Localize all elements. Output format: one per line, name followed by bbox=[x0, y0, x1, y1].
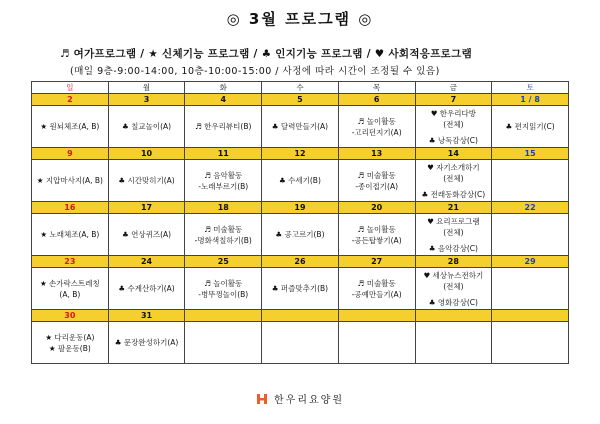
activity-line: (전체) bbox=[443, 227, 464, 237]
date-cell: 16 bbox=[32, 202, 109, 214]
activity-cell bbox=[338, 214, 415, 256]
activity-line: -고리던지기(A) bbox=[351, 127, 402, 137]
date-cell: 11 bbox=[185, 148, 262, 160]
footer bbox=[0, 391, 600, 406]
activity-line: ♣ 음악감상(C) bbox=[428, 243, 478, 253]
activity-cell bbox=[185, 322, 262, 364]
activity-line: ♣ 시간맞히기(A) bbox=[118, 176, 175, 185]
activity-line: -종이접기(A) bbox=[355, 181, 398, 191]
activity-line: ♬ 놀이활동 bbox=[204, 278, 243, 288]
date-cell: 18 bbox=[185, 202, 262, 214]
activity-cell bbox=[415, 106, 492, 148]
activity-cell bbox=[262, 322, 339, 364]
date-cell: 31 bbox=[108, 310, 185, 322]
page-title: ◎ 3월 프로그램 ◎ bbox=[226, 10, 374, 28]
activity-line: ♣ 낭독감상(C) bbox=[428, 135, 478, 145]
activity-line: ♣ 칠교놀이(A) bbox=[122, 122, 172, 131]
activity-cell bbox=[32, 106, 109, 148]
activity-row bbox=[32, 268, 569, 310]
date-row bbox=[32, 202, 569, 214]
activity-cell bbox=[492, 322, 569, 364]
activity-cell bbox=[415, 214, 492, 256]
activity-cell bbox=[32, 160, 109, 202]
activity-cell bbox=[262, 160, 339, 202]
activity-line: ♥ 자기소개하기 bbox=[427, 162, 480, 172]
activity-cell bbox=[32, 322, 109, 364]
date-cell: 4 bbox=[185, 94, 262, 106]
activity-line: ♣ 영화감상(C) bbox=[428, 297, 478, 307]
activity-line: ★ 원뇌체조(A, B) bbox=[40, 122, 100, 131]
care-center-logo-icon bbox=[256, 393, 268, 405]
program-legend: ♬ 여가프로그램 / ★ 신체기능 프로그램 / ♣ 인지기능 프로그램 / ♥ 사회적응프로그램 bbox=[60, 48, 473, 60]
activity-line: ★ 노래체조(A, B) bbox=[40, 230, 100, 239]
activity-line: ♣ 퍼즐맞추기(B) bbox=[271, 284, 329, 293]
activity-line: ★ 팔운동(B) bbox=[48, 343, 91, 353]
activity-cell bbox=[185, 160, 262, 202]
weekday-tue: 화 bbox=[185, 82, 262, 94]
date-cell: 24 bbox=[108, 256, 185, 268]
date-cell: 15 bbox=[492, 148, 569, 160]
activity-row bbox=[32, 214, 569, 256]
activity-cell bbox=[185, 214, 262, 256]
activity-line: ★ 손가락스트레칭 bbox=[39, 278, 100, 288]
activity-line: ♣ 공고르기(B) bbox=[275, 230, 325, 239]
date-row bbox=[32, 310, 569, 322]
date-cell: 28 bbox=[415, 256, 492, 268]
date-cell: 20 bbox=[338, 202, 415, 214]
date-cell bbox=[415, 310, 492, 322]
activity-cell bbox=[108, 160, 185, 202]
activity-line: (전체) bbox=[443, 119, 464, 129]
date-cell bbox=[492, 310, 569, 322]
date-row bbox=[32, 94, 569, 106]
activity-line: ♣ 문장완성하기(A) bbox=[114, 338, 179, 347]
date-row bbox=[32, 256, 569, 268]
activity-line: ♬ 한우리뷰티(B) bbox=[195, 122, 252, 131]
date-cell: 25 bbox=[185, 256, 262, 268]
weekday-wed: 수 bbox=[262, 82, 339, 94]
date-cell: 27 bbox=[338, 256, 415, 268]
date-cell: 10 bbox=[108, 148, 185, 160]
activity-line: ♣ 편지읽기(C) bbox=[505, 122, 555, 131]
activity-cell bbox=[415, 268, 492, 310]
date-cell: 13 bbox=[338, 148, 415, 160]
activity-line: ♥ 요리프로그램 bbox=[427, 216, 480, 226]
date-cell bbox=[185, 310, 262, 322]
activity-cell bbox=[32, 214, 109, 256]
activity-cell bbox=[108, 268, 185, 310]
weekday-sun: 일 bbox=[32, 82, 109, 94]
activity-line: ♣ 수계산하기(A) bbox=[118, 284, 175, 293]
monthly-calendar bbox=[31, 81, 569, 364]
date-cell: 5 bbox=[262, 94, 339, 106]
date-cell bbox=[338, 310, 415, 322]
date-cell: 26 bbox=[262, 256, 339, 268]
activity-line: ♬ 놀이활동 bbox=[357, 224, 396, 234]
activity-line: ♬ 미술활동 bbox=[357, 170, 396, 180]
weekday-header-row bbox=[32, 82, 569, 94]
activity-cell bbox=[492, 160, 569, 202]
care-center-name: 한우리요양원 bbox=[274, 395, 344, 406]
date-cell: 14 bbox=[415, 148, 492, 160]
activity-cell bbox=[338, 160, 415, 202]
weekday-fri: 금 bbox=[415, 82, 492, 94]
activity-line: ♣ 달력만들기(A) bbox=[271, 122, 329, 131]
activity-line: (A, B) bbox=[59, 289, 81, 299]
date-cell: 12 bbox=[262, 148, 339, 160]
weekday-mon: 월 bbox=[108, 82, 185, 94]
date-cell: 2 bbox=[32, 94, 109, 106]
date-cell: 3 bbox=[108, 94, 185, 106]
activity-cell bbox=[108, 214, 185, 256]
activity-line: ♬ 미술활동 bbox=[357, 278, 396, 288]
weekday-sat: 토 bbox=[492, 82, 569, 94]
activity-cell bbox=[492, 268, 569, 310]
activity-cell bbox=[262, 214, 339, 256]
activity-line: -공든탑쌓기(A) bbox=[351, 235, 402, 245]
activity-line: ♥ 한우리다방 bbox=[430, 108, 477, 118]
activity-line: -노래부르기(B) bbox=[198, 181, 249, 191]
activity-cell bbox=[108, 322, 185, 364]
activity-cell bbox=[338, 322, 415, 364]
date-cell: 22 bbox=[492, 202, 569, 214]
activity-row bbox=[32, 160, 569, 202]
date-cell: 17 bbox=[108, 202, 185, 214]
activity-line: ♬ 음악활동 bbox=[204, 170, 243, 180]
date-cell: 6 bbox=[338, 94, 415, 106]
activity-cell bbox=[262, 268, 339, 310]
activity-line: (전체) bbox=[443, 281, 464, 291]
weekday-thu: 목 bbox=[338, 82, 415, 94]
date-row bbox=[32, 148, 569, 160]
activity-line: ★ 지압마사지(A, B) bbox=[36, 176, 103, 185]
date-cell: 7 bbox=[415, 94, 492, 106]
activity-cell bbox=[338, 106, 415, 148]
date-cell: 19 bbox=[262, 202, 339, 214]
activity-cell bbox=[415, 322, 492, 364]
date-cell: 21 bbox=[415, 202, 492, 214]
date-cell: 1 / 8 bbox=[492, 94, 569, 106]
activity-line: ♣ 전래동화감상(C) bbox=[421, 189, 486, 199]
activity-row bbox=[32, 322, 569, 364]
activity-cell bbox=[415, 160, 492, 202]
activity-line: -병뚜껑놀이(B) bbox=[198, 289, 249, 299]
activity-line: ★ 다리운동(A) bbox=[45, 332, 95, 342]
date-cell bbox=[262, 310, 339, 322]
date-cell: 9 bbox=[32, 148, 109, 160]
schedule-note: (매일 9층-9:00-14:00, 10층-10:00-15:00 / 사정에 따라 시간이 조정될 수 있음) bbox=[70, 66, 440, 77]
activity-cell bbox=[185, 106, 262, 148]
activity-line: -명화색칠하기(B) bbox=[194, 235, 252, 245]
activity-cell bbox=[492, 214, 569, 256]
date-cell: 23 bbox=[32, 256, 109, 268]
activity-row bbox=[32, 106, 569, 148]
activity-cell bbox=[108, 106, 185, 148]
activity-line: ♬ 놀이활동 bbox=[357, 116, 396, 126]
activity-line: ♥ 세상뉴스전하기 bbox=[423, 270, 484, 280]
activity-cell bbox=[32, 268, 109, 310]
activity-cell bbox=[338, 268, 415, 310]
date-cell: 30 bbox=[32, 310, 109, 322]
activity-cell bbox=[492, 106, 569, 148]
activity-line: ♣ 수세기(B) bbox=[279, 176, 321, 185]
activity-cell bbox=[185, 268, 262, 310]
activity-line: -공예만들기(A) bbox=[351, 289, 402, 299]
activity-cell bbox=[262, 106, 339, 148]
date-cell: 29 bbox=[492, 256, 569, 268]
activity-line: (전체) bbox=[443, 173, 464, 183]
activity-line: ♣ 연상퀴즈(A) bbox=[122, 230, 172, 239]
activity-line: ♬ 미술활동 bbox=[204, 224, 243, 234]
